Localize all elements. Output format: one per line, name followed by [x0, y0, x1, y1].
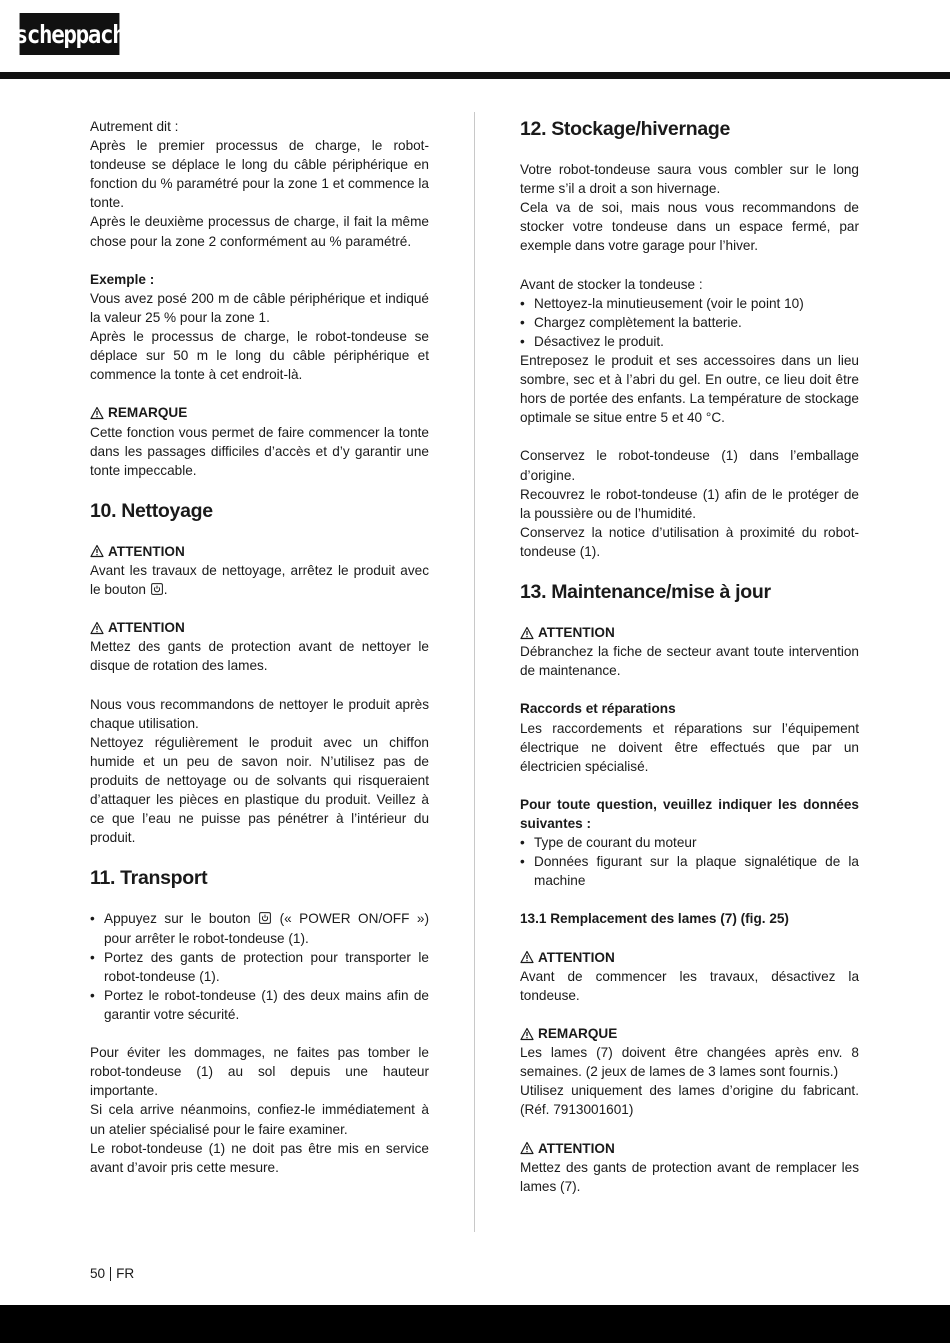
- paragraph: Vous avez posé 200 m de câble périphérique et indiqué la valeur 25 % pour la zone 1.: [90, 290, 429, 325]
- attention-heading: ATTENTION: [90, 542, 429, 561]
- attention-heading: ATTENTION: [520, 1139, 859, 1158]
- right-column: [520, 117, 859, 1196]
- subsection-heading: 13.1 Remplacement des lames (7) (fig. 25): [520, 911, 789, 927]
- paragraph: Après le premier processus de charge, le robot-tondeuse se déplace le long du câble périphérique en fonction du % paramétré pour la zone 1 et commence la tonte.: [90, 138, 429, 211]
- paragraph: Votre robot-tondeuse saura vous combler sur le long terme s’il a droit a son hivernage.: [520, 162, 859, 197]
- power-button-icon: [259, 912, 271, 924]
- list-item: • Données figurant sur la plaque signalétique de la machine: [520, 852, 859, 890]
- warning-triangle-icon: [90, 544, 104, 558]
- paragraph: Après le processus de charge, le robot-tondeuse se déplace sur 50 m le long du câble périphérique et commence la tonte à cet endroit-là.: [90, 329, 429, 383]
- warning-triangle-icon: [90, 406, 104, 420]
- section-heading-nettoyage: 10. Nettoyage: [90, 499, 213, 522]
- remark-heading: REMARQUE: [90, 403, 429, 422]
- section-heading-maintenance: 13. Maintenance/mise à jour: [520, 581, 771, 604]
- list-item: • Nettoyez-la minutieusement (voir le point 10): [520, 294, 859, 313]
- question-list: [520, 833, 859, 890]
- paragraph: Autrement dit :: [90, 119, 179, 134]
- column-divider: [474, 112, 475, 1232]
- paragraph: Le robot-tondeuse (1) ne doit pas être mis en service avant d’avoir pris cette mesure.: [90, 1140, 429, 1175]
- paragraph: Les raccordements et réparations sur l’équipement électrique ne doivent être effectués que par un électricien spécialisé.: [520, 720, 859, 774]
- attention-heading: ATTENTION: [520, 623, 859, 642]
- list-item: • Appuyez sur le bouton (« POWER ON/OFF ») pour arrêter le robot-tondeuse (1).: [90, 909, 429, 947]
- warning-triangle-icon: [520, 1141, 534, 1155]
- paragraph: Avant de commencer les travaux, désactivez la tondeuse.: [520, 968, 859, 1003]
- paragraph: Avant de stocker la tondeuse :: [520, 276, 703, 292]
- header-rule: [0, 72, 950, 79]
- paragraph: Après le deuxième processus de charge, il fait la même chose pour la zone 2 conformément au % paramétré.: [90, 214, 429, 249]
- warning-triangle-icon: [90, 621, 104, 635]
- list-item: • Portez des gants de protection pour transporter le robot-tondeuse (1).: [90, 948, 429, 986]
- warning-triangle-icon: [520, 626, 534, 640]
- page-footer: [90, 1264, 134, 1283]
- left-column: [90, 117, 429, 1177]
- paragraph: Recouvrez le robot-tondeuse (1) afin de le protéger de la poussière ou de l’humidité.: [520, 486, 859, 521]
- list-item: • Désactivez le produit.: [520, 332, 859, 351]
- transport-list: [90, 909, 429, 1024]
- paragraph: Mettez des gants de protection avant de remplacer les lames (7).: [520, 1159, 859, 1194]
- page-number: 50: [90, 1266, 106, 1281]
- paragraph: Nettoyez régulièrement le produit avec un chiffon humide et un peu de savon noir. N’utilisez pas de produits de nettoyage ou de solvants qui risqueraient d’attaquer les pièces en plastique du produit. Veillez à ce que l’eau ne puisse pas pénétrer à l’intérieur du produit.: [90, 734, 429, 846]
- warning-triangle-icon: [520, 1027, 534, 1041]
- brand-logo: scheppach: [20, 13, 120, 55]
- raccords-label: Raccords et réparations: [520, 701, 676, 717]
- paragraph: Conservez le robot-tondeuse (1) dans l’emballage d’origine.: [520, 448, 859, 483]
- footer-bar: [0, 1305, 950, 1343]
- paragraph: Utilisez uniquement des lames d’origine du fabricant. (Réf. 7913001601): [520, 1083, 859, 1118]
- list-item: • Type de courant du moteur: [520, 833, 859, 852]
- footer-separator: [110, 1267, 111, 1281]
- paragraph: Débranchez la fiche de secteur avant toute intervention de maintenance.: [520, 644, 859, 679]
- example-label: Exemple :: [90, 271, 155, 287]
- question-label: Pour toute question, veuillez indiquer les données suivantes :: [520, 796, 859, 831]
- paragraph: Conservez la notice d’utilisation à proximité du robot-tondeuse (1).: [520, 524, 859, 559]
- section-heading-transport: 11. Transport: [90, 867, 208, 890]
- list-item: • Portez le robot-tondeuse (1) des deux mains afin de garantir votre sécurité.: [90, 986, 429, 1024]
- paragraph: Pour éviter les dommages, ne faites pas tomber le robot-tondeuse (1) au sol depuis une hauteur importante.: [90, 1045, 429, 1099]
- paragraph: Les lames (7) doivent être changées après env. 8 semaines. (2 jeux de lames de 3 lames sont fournis.): [520, 1045, 859, 1080]
- paragraph: Avant les travaux de nettoyage, arrêtez le produit avec le bouton .: [90, 562, 429, 598]
- paragraph: Si cela arrive néanmoins, confiez-le immédiatement à un atelier spécialisé pour le faire examiner.: [90, 1102, 429, 1137]
- attention-heading: ATTENTION: [90, 618, 429, 637]
- storage-list: [520, 294, 859, 351]
- paragraph: Cela va de soi, mais nous vous recommandons de stocker votre tondeuse dans un espace fermé, par exemple dans votre garage pour l’hiver.: [520, 200, 859, 254]
- paragraph: Entreposez le produit et ses accessoires dans un lieu sombre, sec et à l’abri du gel. En outre, ce lieu doit être hors de portée des enfants. La température de stockage optimale se situe entre 5 et 40 °C.: [520, 352, 859, 426]
- power-button-icon: [151, 583, 163, 595]
- paragraph: Cette fonction vous permet de faire commencer la tonte dans les passages difficiles d’accès et d’y garantir une tonte impeccable.: [90, 424, 429, 478]
- section-heading-stockage: 12. Stockage/hivernage: [520, 118, 731, 140]
- remark-heading: REMARQUE: [520, 1024, 859, 1043]
- language-code: FR: [116, 1266, 135, 1281]
- paragraph: Mettez des gants de protection avant de nettoyer le disque de rotation des lames.: [90, 639, 429, 674]
- attention-heading: ATTENTION: [520, 948, 859, 967]
- list-item: • Chargez complètement la batterie.: [520, 313, 859, 332]
- warning-triangle-icon: [520, 950, 534, 964]
- paragraph: Nous vous recommandons de nettoyer le produit après chaque utilisation.: [90, 696, 429, 731]
